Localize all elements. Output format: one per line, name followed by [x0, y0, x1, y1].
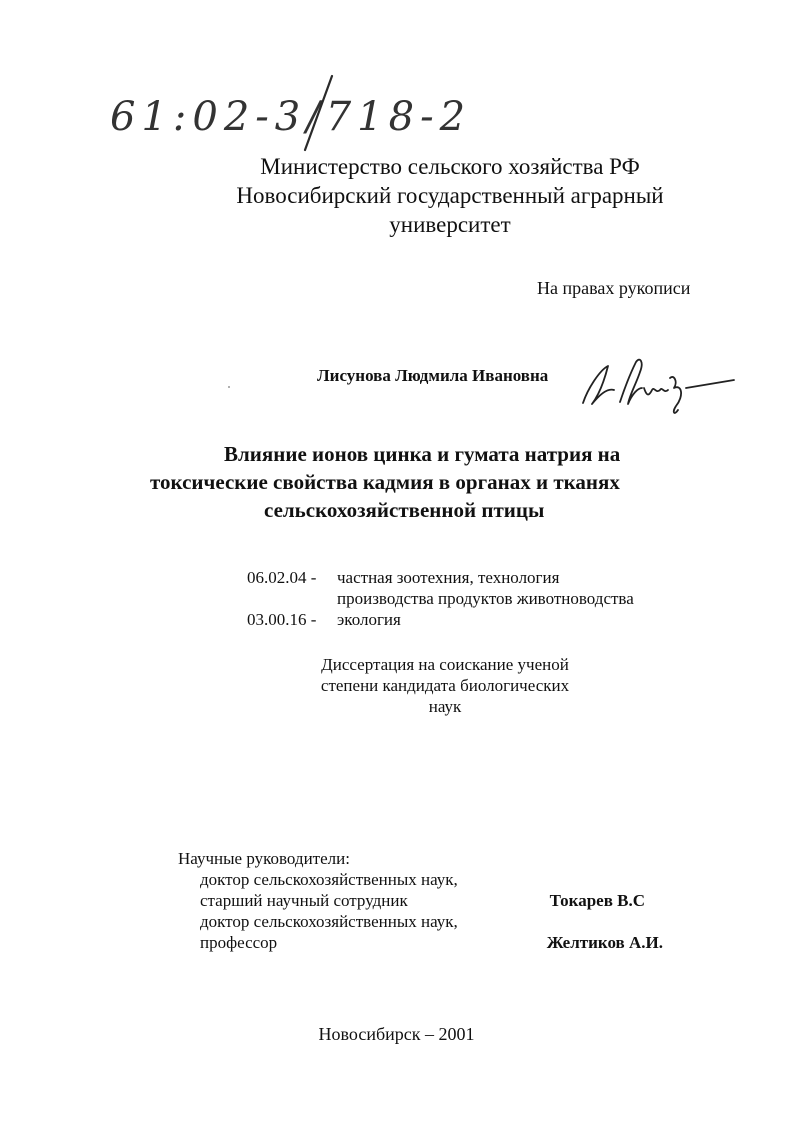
- degree-line-1: Диссертация на соискание ученой: [321, 655, 569, 674]
- ministry-name: Министерство сельского хозяйства РФ: [260, 154, 640, 179]
- title-line-2: токсические свойства кадмия в органах и тканях: [150, 470, 620, 494]
- supervisor-row: [178, 890, 678, 911]
- specialty-name-continued: производства продуктов животноводства: [337, 589, 634, 608]
- thesis-title: [120, 440, 720, 524]
- manuscript-rights-note: На правах рукописи: [537, 278, 691, 298]
- title-line-3: сельскохозяйственной птицы: [264, 498, 545, 522]
- author-signature: [578, 348, 738, 418]
- supervisor-degree-row: [178, 869, 678, 890]
- degree-statement: [290, 654, 600, 717]
- title-line-1: Влияние ионов цинка и гумата натрия на: [224, 442, 621, 466]
- specialty-code: 03.00.16 -: [247, 610, 317, 629]
- specialty-codes: [247, 567, 634, 630]
- archive-code-text: 61:02-3/718-2: [110, 94, 472, 140]
- handwriting-graphic: [110, 72, 550, 152]
- specialty-code: 06.02.04 -: [247, 568, 317, 587]
- author-name: Лисунова Людмила Ивановна: [317, 366, 549, 385]
- supervisor-degree: доктор сельскохозяйственных наук,: [200, 870, 458, 889]
- supervisor-position: старший научный сотрудник: [200, 891, 408, 910]
- specialty-row: [247, 567, 634, 588]
- degree-line-2: степени кандидата биологических: [320, 676, 570, 695]
- institution-header: [170, 152, 730, 239]
- university-name-line1: Новосибирский государственный аграрный: [236, 183, 664, 208]
- supervisors-heading: Научные руководители:: [178, 849, 350, 868]
- specialty-name: экология: [337, 610, 401, 629]
- supervisor-degree: доктор сельскохозяйственных наук,: [200, 912, 458, 931]
- handwritten-archive-code: [110, 72, 550, 152]
- scan-speck: [228, 386, 230, 388]
- city-and-year: Новосибирск – 2001: [318, 1024, 475, 1044]
- specialty-row: [247, 609, 634, 630]
- supervisor-name: Желтиков А.И.: [546, 933, 663, 952]
- supervisors-block: [178, 848, 678, 953]
- supervisor-row: [178, 932, 678, 953]
- supervisor-name: Токарев В.С: [549, 891, 645, 910]
- university-name-line2: университет: [389, 212, 511, 237]
- supervisor-position: профессор: [200, 933, 278, 952]
- supervisor-degree-row: [178, 911, 678, 932]
- signature-graphic: [578, 348, 738, 418]
- specialty-name: частная зоотехния, технология: [337, 568, 560, 587]
- degree-line-3: наук: [428, 697, 462, 716]
